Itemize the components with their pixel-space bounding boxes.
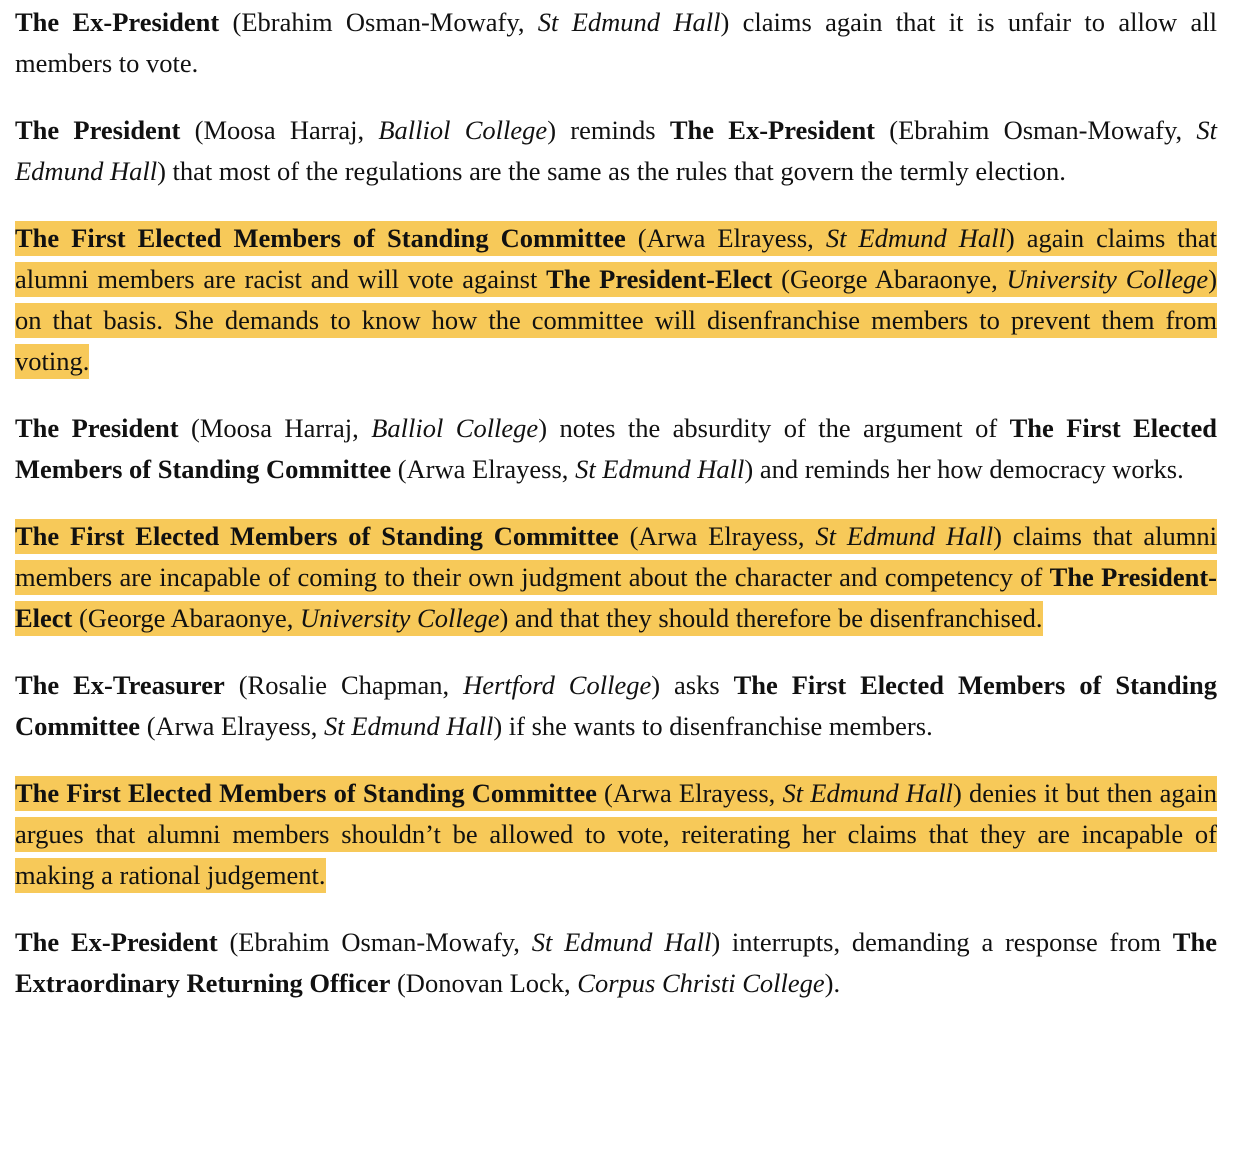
paragraph [15, 665, 1217, 747]
college-name: Hertford College [463, 670, 652, 700]
minute-text: (Arwa Elrayess, [596, 778, 783, 808]
minute-text: (Ebrahim Osman-Mowafy, [217, 927, 532, 957]
speaker-role: The President [15, 413, 179, 443]
college-name: Corpus Christi College [577, 968, 825, 998]
minutes-body [15, 2, 1217, 1004]
college-name: University College [1006, 264, 1209, 294]
paragraph-text [15, 519, 1217, 636]
college-name: St Edmund Hall [537, 7, 721, 37]
minute-text: ) on that basis. She demands to know how the committee will disenfranchise members to prevent them from voting. [15, 264, 1218, 376]
minute-text: (Arwa Elrayess, [391, 454, 576, 484]
paragraph-text [15, 670, 1217, 741]
college-name: St Edmund Hall [324, 711, 494, 741]
speaker-role: The First Elected Members of Standing Committee [15, 670, 1217, 741]
paragraph [15, 408, 1217, 490]
speaker-role: The Ex-President [669, 115, 876, 145]
minute-text: (Arwa Elrayess, [618, 521, 816, 551]
minute-text: (Arwa Elrayess, [625, 223, 826, 253]
paragraph [15, 2, 1217, 84]
college-name: St Edmund Hall [825, 223, 1006, 253]
speaker-role: The First Elected Members of Standing Committee [15, 778, 597, 808]
college-name: St Edmund Hall [575, 454, 745, 484]
paragraph [15, 922, 1217, 1004]
speaker-role: The First Elected Members of Standing Committee [15, 521, 619, 551]
highlighted-paragraph [15, 218, 1217, 382]
college-name: Balliol College [371, 413, 539, 443]
minute-text: ) denies it but then again argues that alumni members shouldn’t be allowed to vote, reiterating her claims that they are incapable of making a rational judgement. [15, 778, 1217, 890]
paragraph-text [15, 115, 1217, 186]
minute-text: ) notes the absurdity of the argument of [538, 413, 1010, 443]
minute-text: (Ebrahim Osman-Mowafy, [219, 7, 538, 37]
minute-text: (Donovan Lock, [390, 968, 578, 998]
minute-text: (Moosa Harraj, [180, 115, 379, 145]
college-name: St Edmund Hall [782, 778, 953, 808]
college-name: St Edmund Hall [531, 927, 712, 957]
college-name: St Edmund Hall [815, 521, 994, 551]
minute-text: ) that most of the regulations are the same as the rules that govern the termly election. [157, 156, 1066, 186]
speaker-role: The Ex-President [15, 7, 220, 37]
paragraph-text [15, 776, 1217, 893]
minute-text: (Ebrahim Osman-Mowafy, [875, 115, 1197, 145]
minute-text: (Arwa Elrayess, [140, 711, 325, 741]
paragraph-text [15, 413, 1217, 484]
minute-text: (George Abaraonye, [72, 603, 301, 633]
highlighted-paragraph [15, 773, 1217, 896]
paragraph [15, 110, 1217, 192]
minute-text: ) interrupts, demanding a response from [711, 927, 1173, 957]
speaker-role: The President [15, 115, 181, 145]
speaker-role: The President-Elect [546, 264, 773, 294]
speaker-role: The First Elected Members of Standing Committee [15, 223, 626, 253]
college-name: Balliol College [378, 115, 548, 145]
paragraph-text [15, 927, 1217, 998]
speaker-role: The Ex-President [15, 927, 218, 957]
highlighted-paragraph [15, 516, 1217, 639]
minute-text: ) reminds [547, 115, 670, 145]
minute-text: ) claims again that it is unfair to allow all members to vote. [15, 7, 1217, 78]
minute-text: ) claims that alumni members are incapable of coming to their own judgment about the character and competency of [15, 521, 1217, 592]
minute-text: ) if she wants to disenfranchise members. [493, 711, 933, 741]
speaker-role: The Ex-Treasurer [15, 670, 225, 700]
minute-text: ) and reminds her how democracy works. [744, 454, 1184, 484]
college-name: University College [300, 603, 500, 633]
paragraph-text [15, 7, 1217, 78]
minute-text: ). [824, 968, 841, 998]
minute-text: (Rosalie Chapman, [224, 670, 464, 700]
minute-text: ) and that they should therefore be disenfranchised. [499, 603, 1043, 633]
minute-text: ) asks [651, 670, 734, 700]
college-name: St Edmund Hall [15, 115, 1218, 186]
minute-text: ) again claims that alumni members are racist and will vote against [15, 223, 1217, 294]
speaker-role: The President-Elect [15, 562, 1217, 633]
minute-text: (George Abaraonye, [772, 264, 1007, 294]
speaker-role: The Extraordinary Returning Officer [15, 927, 1217, 998]
minute-text: (Moosa Harraj, [178, 413, 372, 443]
speaker-role: The First Elected Members of Standing Committee [15, 413, 1218, 484]
paragraph-text [15, 221, 1217, 379]
